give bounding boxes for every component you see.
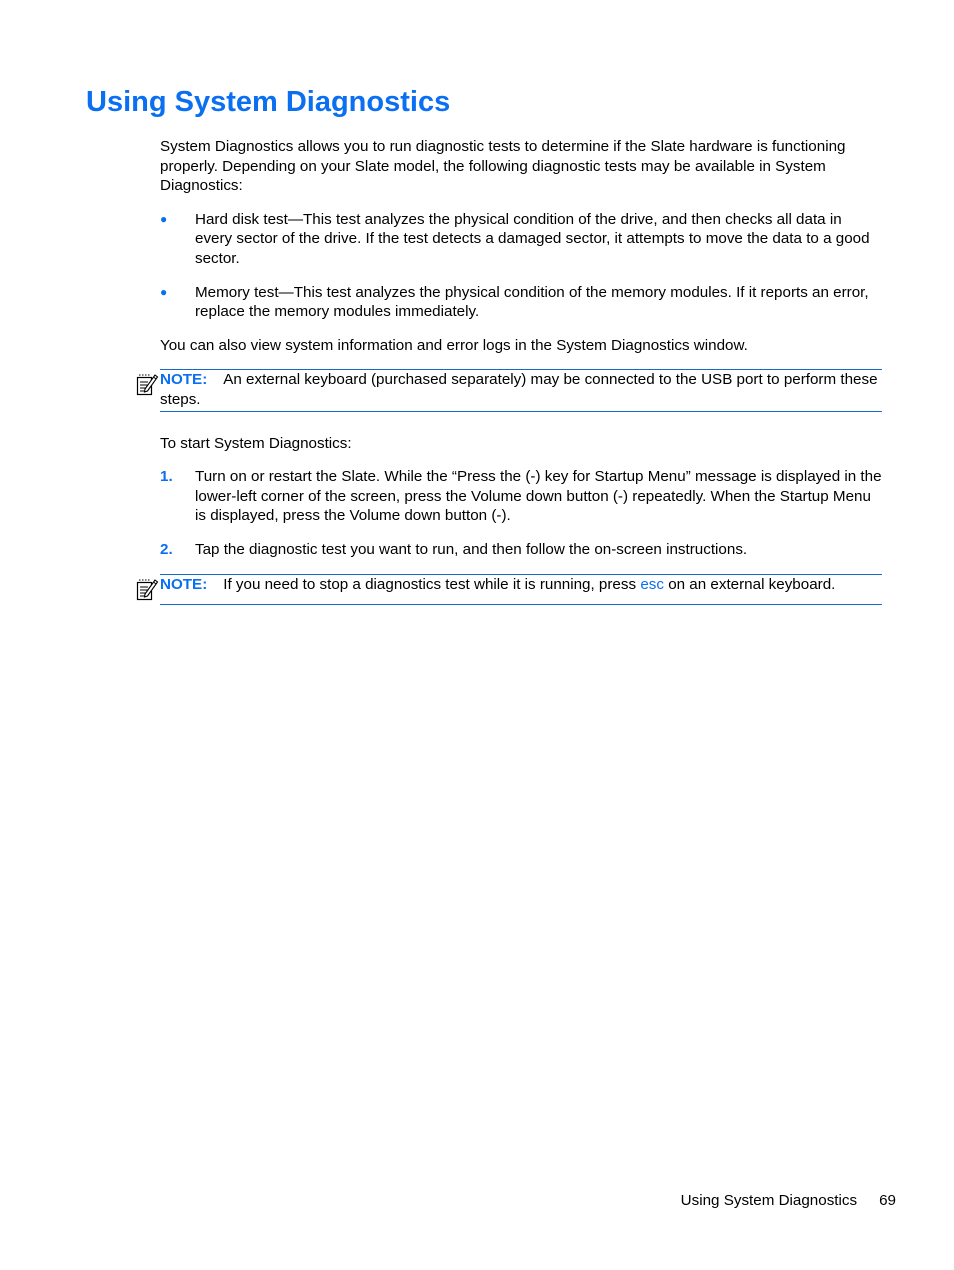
note-icon [135,577,159,601]
bullet-icon: ● [160,284,168,299]
step-text: Tap the diagnostic test you want to run, and then follow the on-screen instructions. [195,540,748,558]
page-content [160,137,882,627]
page-number: 69 [879,1192,896,1209]
intro-paragraph: System Diagnostics allows you to run diagnostic tests to determine if the Slate hardware is functioning properly. Depending on your Slate model, the following diagnostic tests may be available in System Diagnostics: [160,138,846,195]
start-intro-paragraph: To start System Diagnostics: [160,434,352,452]
note-text: An external keyboard (purchased separately) may be connected to the USB port to perform these steps. [160,371,878,408]
also-view-paragraph: You can also view system information and error logs in the System Diagnostics window. [160,336,748,354]
list-item [160,283,882,322]
note-text-before: If you need to stop a diagnostics test while it is running, press [223,575,637,593]
note-icon [135,372,159,396]
note-box [160,574,882,606]
bullet-icon: ● [160,211,168,226]
list-item [160,467,882,526]
steps-list [160,467,882,559]
footer-title: Using System Diagnostics [680,1192,858,1209]
list-item [160,540,882,560]
page-footer [681,1192,896,1209]
diagnostic-tests-list [160,210,882,322]
list-item-text: Hard disk test—This test analyzes the physical condition of the drive, and then checks all data in every sector of the drive. If the test detects a damaged sector, it attempts to move the data to a good sector. [195,210,870,267]
step-text: Turn on or restart the Slate. While the “Press the (-) key for Startup Menu” message is displayed in the lower-left corner of the screen, press the Volume down button (-) repeatedly. When the Startup Menu is displayed, press the Volume down button (-). [195,468,882,525]
step-number: 1. [160,468,173,486]
esc-key-reference: esc [640,575,664,593]
note-label: NOTE: [160,575,208,593]
note-label: NOTE: [160,371,208,389]
note-box [160,369,882,411]
list-item [160,210,882,269]
note-text-after: on an external keyboard. [668,575,836,593]
list-item-text: Memory test—This test analyzes the physical condition of the memory modules. If it reports an error, replace the memory modules immediately. [195,283,869,321]
page-title: Using System Diagnostics [86,86,451,118]
step-number: 2. [160,540,173,558]
